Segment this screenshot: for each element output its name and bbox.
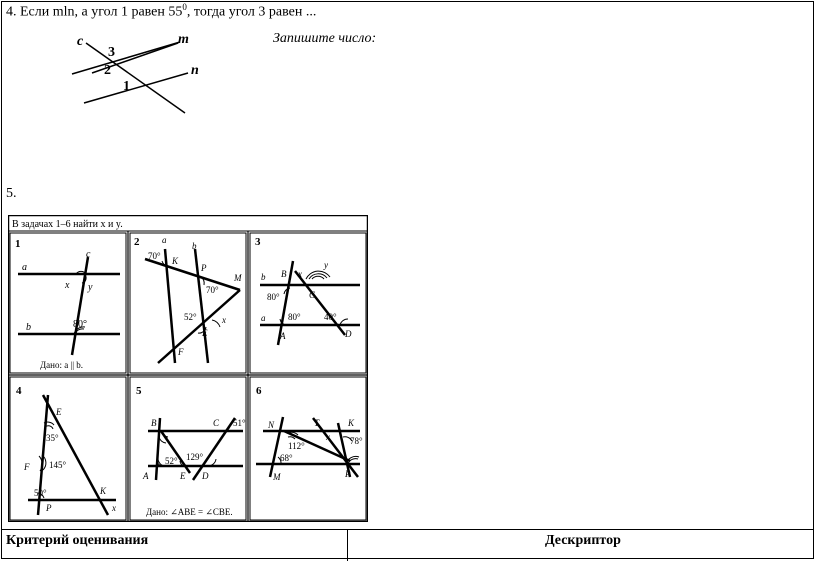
svg-text:E: E [202, 328, 208, 338]
svg-text:52°: 52° [165, 456, 178, 466]
svg-text:68°: 68° [280, 453, 293, 463]
svg-text:M: M [273, 472, 281, 482]
svg-text:B: B [281, 269, 287, 279]
svg-text:50°: 50° [34, 488, 47, 498]
svg-text:145°: 145° [49, 460, 67, 470]
svg-text:P: P [46, 503, 52, 513]
svg-text:N: N [268, 420, 275, 430]
svg-text:y: y [88, 282, 93, 293]
svg-text:5: 5 [136, 385, 142, 397]
table-column-divider [347, 529, 348, 561]
table-header-descriptor: Дескриптор [545, 533, 621, 548]
svg-text:b: b [192, 241, 197, 251]
svg-text:c: c [86, 249, 91, 260]
svg-text:x: x [222, 315, 226, 325]
svg-text:В задачах 1–6 найти x и y.: В задачах 1–6 найти x и y. [12, 219, 123, 230]
svg-text:Дано: a || b.: Дано: a || b. [40, 360, 84, 370]
svg-text:K: K [172, 256, 179, 266]
svg-text:c: c [77, 34, 84, 49]
question-5-number: 5. [6, 186, 17, 201]
svg-text:129°: 129° [186, 452, 204, 462]
svg-text:D: D [345, 329, 352, 339]
svg-text:n: n [191, 63, 199, 78]
svg-text:2: 2 [104, 63, 111, 78]
svg-text:b: b [26, 322, 31, 333]
svg-text:1: 1 [15, 238, 21, 250]
table-header-criteria: Критерий оценивания [6, 533, 149, 548]
svg-text:K: K [348, 418, 355, 428]
svg-text:112°: 112° [288, 441, 305, 451]
svg-text:y: y [324, 260, 328, 270]
svg-text:A: A [280, 331, 286, 341]
svg-text:M: M [234, 273, 242, 283]
svg-text:D: D [202, 471, 209, 481]
svg-text:70°: 70° [148, 251, 161, 261]
svg-text:a: a [162, 235, 167, 245]
svg-text:3: 3 [255, 236, 261, 248]
svg-text:35°: 35° [46, 433, 59, 443]
svg-text:51°: 51° [233, 418, 246, 428]
svg-text:T: T [314, 418, 320, 428]
svg-text:80°: 80° [267, 292, 280, 302]
svg-text:80°: 80° [288, 312, 301, 322]
svg-text:3: 3 [108, 45, 115, 60]
svg-text:70°: 70° [206, 285, 219, 295]
svg-text:x: x [298, 269, 302, 279]
svg-text:A: A [143, 471, 149, 481]
svg-text:C: C [213, 418, 220, 428]
question-4-figure [60, 28, 230, 118]
question-5-problems-figure [8, 215, 368, 522]
svg-text:E: E [180, 471, 186, 481]
svg-text:a: a [261, 313, 266, 323]
svg-text:80°: 80° [73, 319, 87, 330]
svg-text:x: x [326, 432, 330, 442]
svg-text:78°: 78° [350, 436, 363, 446]
svg-text:x: x [65, 280, 70, 291]
svg-text:4: 4 [16, 385, 22, 397]
svg-text:x: x [112, 503, 116, 513]
svg-text:P: P [345, 469, 351, 479]
answer-hint: Запишите число: [273, 31, 377, 46]
svg-text:2: 2 [134, 236, 140, 248]
question-4-text: 4. Если mln, а угол 1 равен $55^0$, тогда угол 3 равен ... [6, 2, 317, 20]
svg-text:F: F [24, 462, 30, 472]
svg-text:6: 6 [256, 385, 262, 397]
svg-text:b: b [261, 272, 266, 282]
svg-text:a: a [22, 262, 27, 273]
svg-text:40°: 40° [324, 312, 337, 322]
svg-text:K: K [100, 486, 107, 496]
svg-text:P: P [201, 263, 207, 273]
svg-text:Дано: ∠ABE = ∠CBE.: Дано: ∠ABE = ∠CBE. [146, 507, 233, 517]
svg-text:E: E [56, 407, 62, 417]
svg-text:C: C [309, 290, 316, 300]
svg-text:B: B [151, 418, 157, 428]
svg-text:F: F [178, 347, 184, 357]
svg-text:52°: 52° [184, 312, 197, 322]
svg-text:1: 1 [123, 79, 130, 94]
svg-text:m: m [178, 32, 189, 47]
